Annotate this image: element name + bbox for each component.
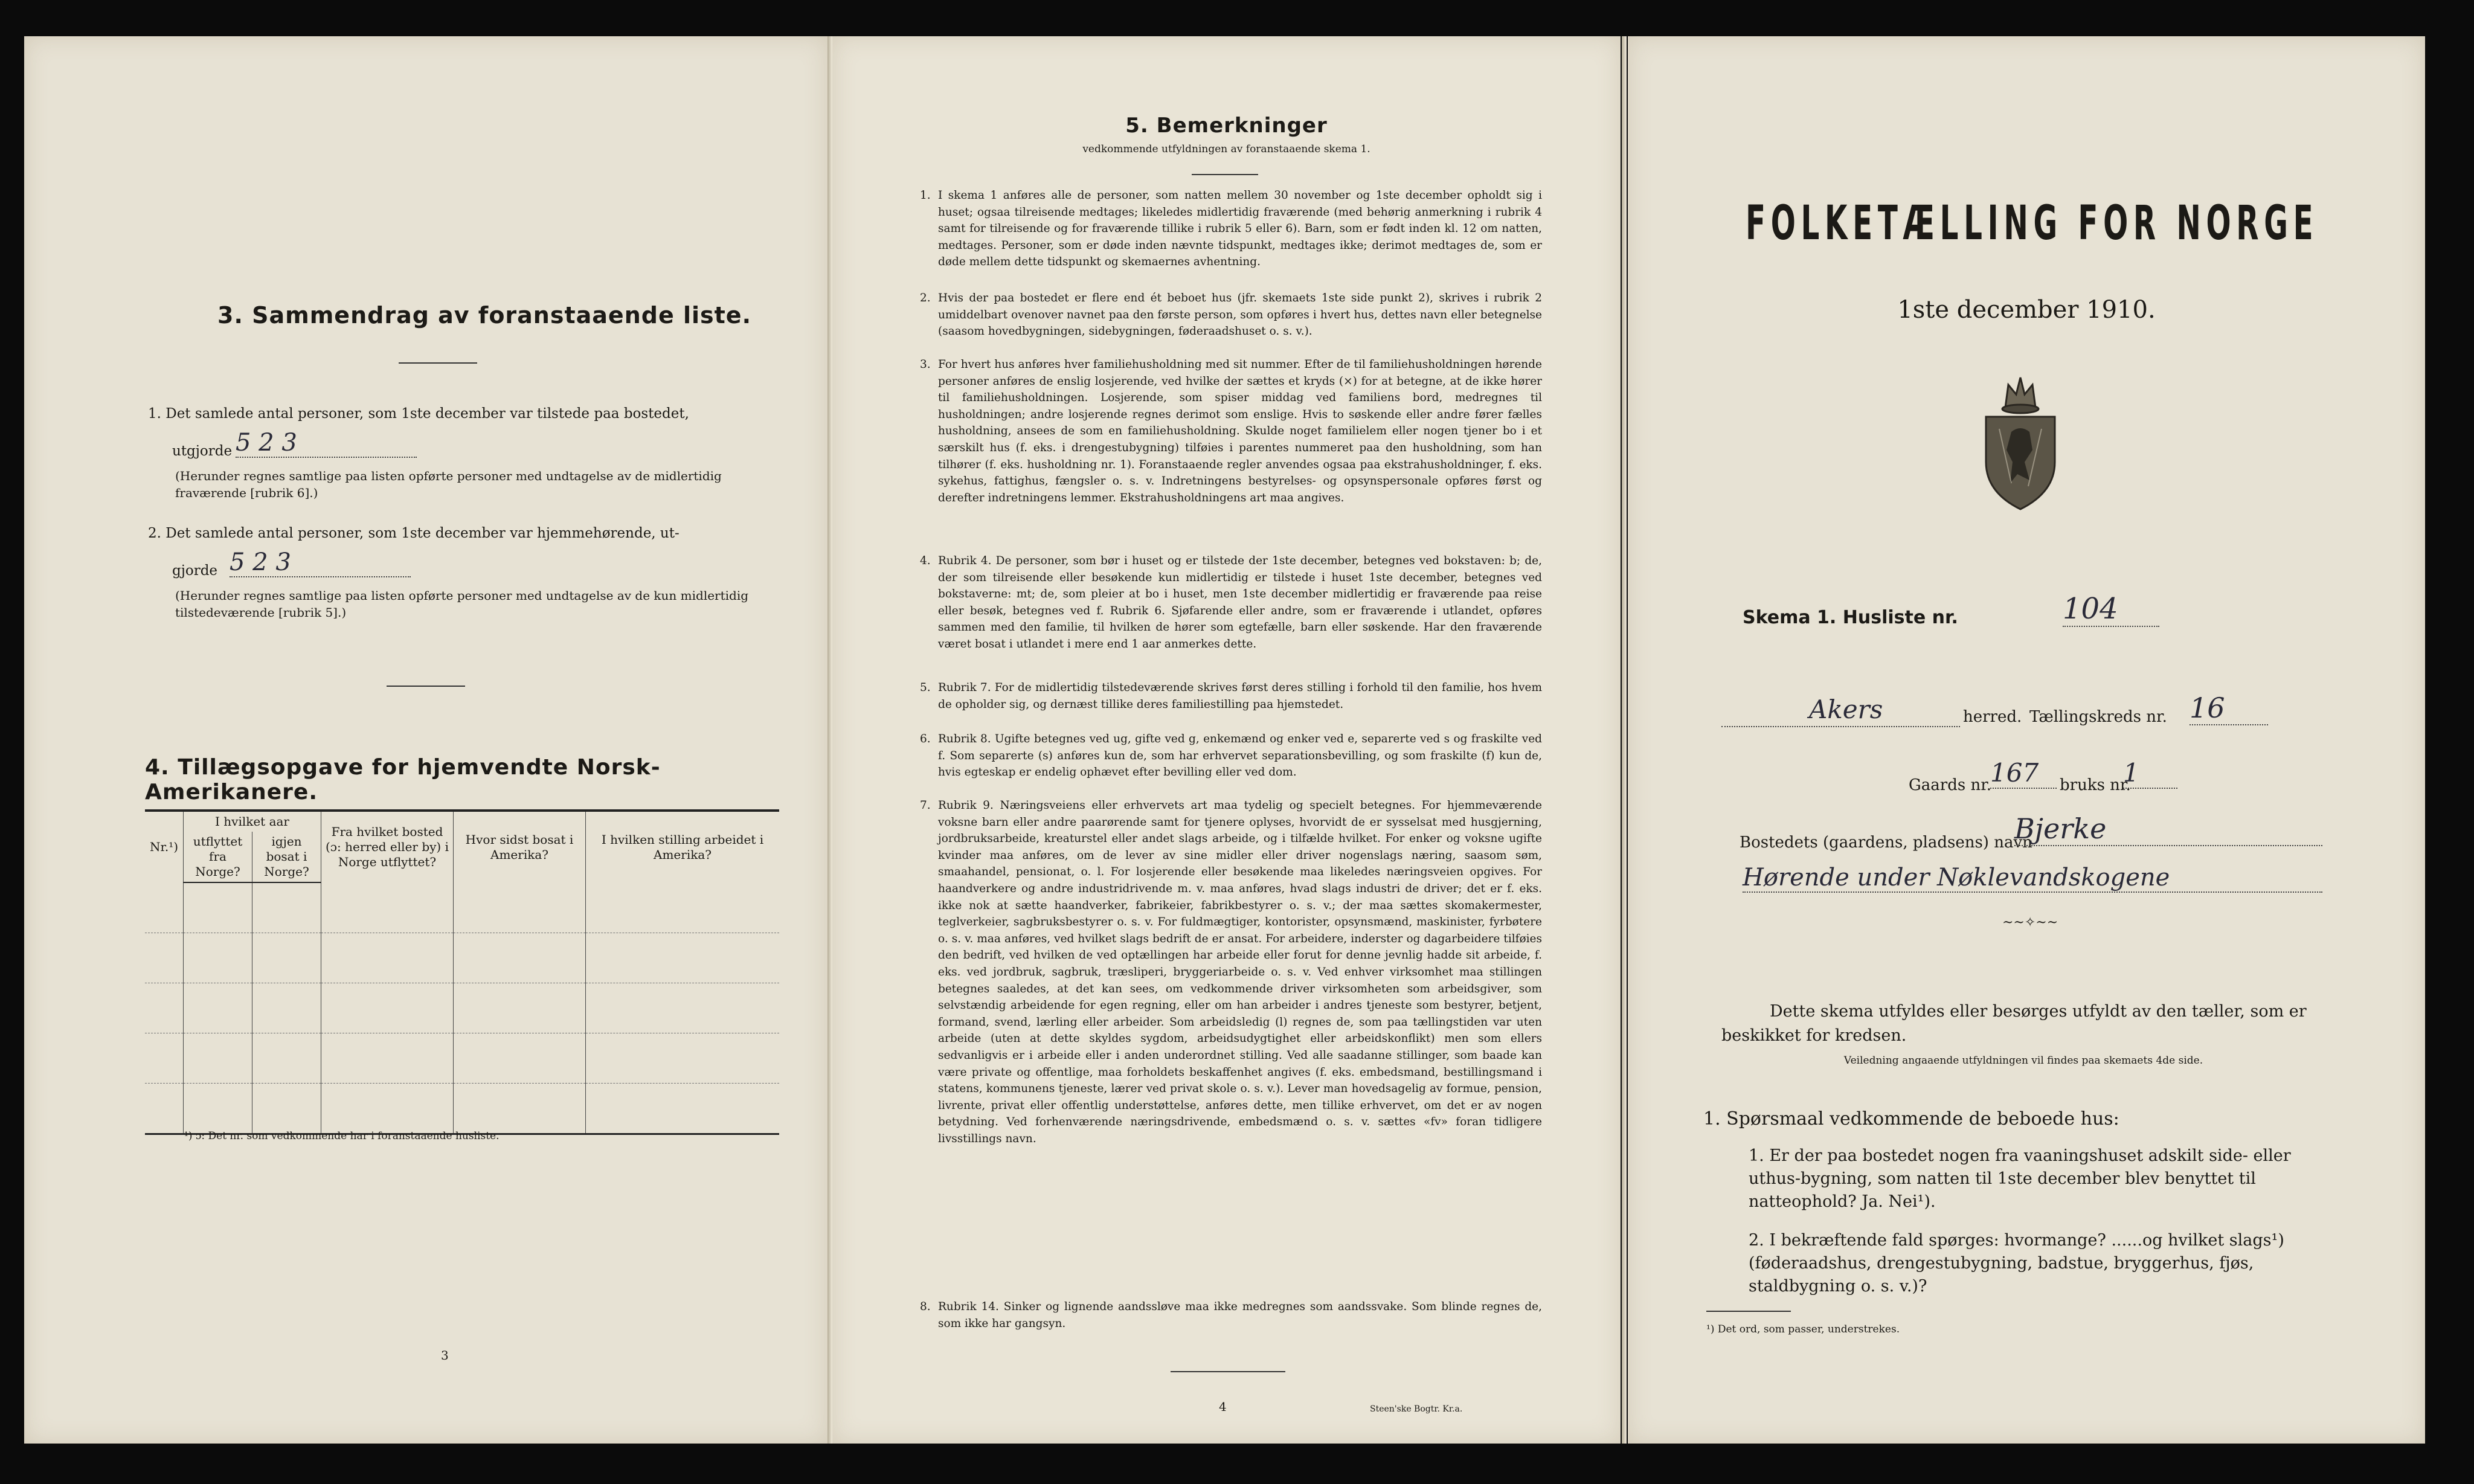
instruction-note: Veiledning angaaende utfyldningen vil findes paa skemaets 4de side. <box>1843 1055 2203 1067</box>
kreds-label: Tællingskreds nr. <box>2029 708 2167 726</box>
col-nr: Nr.¹) <box>145 811 184 882</box>
sec3-item2-note: (Herunder regnes samtlige paa listen opførte personer med undtagelse av de kun midlertidig tilstedeværende [rubrik 5].) <box>175 588 749 620</box>
instruction-text: Dette skema utfyldes eller besørges utfyldt av den tæller, som er beskikket for kredsen. <box>1721 1002 2307 1045</box>
section-4-title: 4. Tillægsopgave for hjemvendte Norsk-Amerikanere. <box>145 755 661 805</box>
remark-7: 7. Rubrik 9. Næringsveiens eller erhvervets art maa tydelig og specielt betegnes. For hjemmeværende voksne barn eller andre paarørende samt for tjenere oplyses, hvorvidt de er sysselsat med husgjerning, jordbruksarbeide, kreaturstel eller andet slags arbeide, og i tilfælde hvilket. For enker og voksne ugifte kvinder maa anføres, om de lever av sine midler eller driver nogenslags næring, saasom søm, smaahandel, pensionat, o. l. For losjerende eller besøkende maa likeledes næringsveien opgives. For haandverkere og andre industridrivende m. v. maa anføres, hvad slags industri de driver; det er f. eks. ikke nok at sætte haandverker, fabrikeier, fabrikbestyrer o. s. v.; der maa sættes skomakermester, teglverkeier, sagbruksbestyrer o. s. v. For fuldmægtiger, kontorister, opsynsmænd, maskinister, fyrbøtere o. s. v. maa anføres, ved hvilket slags bedrift de er ansat. For arbeidere, inderster og dagarbeidere tilføies den bedrift, ved hvilken de ved optællingen har arbeide eller forut for denne jevnlig hadde sit arbeide, f. eks. ved jordbruk, sagbruk, træsliperi, bryggeriarbeide o. s. v. Ved enhver virksomhet maa stillingen betegnes saaledes, at det kan sees, om vedkommende driver virksomheten som arbeidsgiver, som selvstændig arbeidende for egen regning, eller om han arbeider i andres tjeneste som bestyrer, betjent, formand, svend, lærling eller arbeider. Som arbeidsledig (l) regnes de, som paa tællingstiden var uten arbeide (uten at dette skyldes sygdom, arbeidsudygtighet eller arbeidskonflikt) men som ellers sedvanligvis er i arbeide eller i anden underordnet stilling. Ved alle saadanne stillinger, som baade kan være private og offentlige, maa forholdets beskaffenhet angives (f. eks. embedsmand, bestillingsmand i statens, kommunens tjeneste, lærer ved privat skole o. s. v.). Lever man hovedsagelig av formue, pension, livrente, privat eller offentlig understøttelse, anføres dette, men tillike erhvervet, om det er av nogen betydning. Ved forhenværende næringsdrivende, embedsmænd o. s. v. sættes «fv» foran tidligere livsstillings navn. <box>920 799 1542 1145</box>
section-3-title: 3. Sammendrag av foranstaaende liste. <box>217 302 752 329</box>
sec3-item1-note: (Herunder regnes samtlige paa listen opførte personer med undtagelse av de midlertidig fraværende [rubrik 6].) <box>175 469 722 500</box>
kreds-field[interactable]: 16 <box>2190 692 2268 725</box>
ornament-icon: ~~✧~~ <box>2002 915 2058 930</box>
bosted-line2-field[interactable]: Hørende under Nøklevandskogene <box>1743 864 2322 893</box>
skema-label: Skema 1. Husliste nr. <box>1743 607 1958 628</box>
col-hvor-bosat: Hvor sidst bosat i Amerika? <box>454 811 586 882</box>
question-2: 2. I bekræftende fald spørges: hvormange? ......og hvilket slags¹) (føderaadshus, drengestubygning, badstue, bryggerhus, fjøs, staldbygning o. s. v.)? <box>1749 1231 2284 1296</box>
divider <box>1171 1371 1285 1372</box>
col-igjen: igjen bosat i Norge? <box>252 832 321 882</box>
bosted-field[interactable]: Bjerke <box>2014 812 2322 846</box>
table-row <box>145 983 779 1033</box>
col-utflyttet: utflyttet fra Norge? <box>184 832 252 882</box>
census-date: 1ste december 1910. <box>1897 296 2156 324</box>
footnote: ¹) ɔ: Det nr. som vedkommende har i foranstaaende husliste. <box>184 1130 500 1142</box>
col-group-aar: I hvilket aar <box>184 811 321 832</box>
remark-1: 1. I skema 1 anføres alle de personer, som natten mellem 30 november og 1ste december opholdt sig i huset; ogsaa tilreisende medtages; likeledes midlertidig fraværende (med behørig anmerkning i rubrik 4 samt for tilreisende og for fraværende tillike i rubrik 5 eller 6). Barn, som er født inden kl. 12 om natten, medtages. Personer, som er døde inden nævnte tidspunkt, medtages ikke; derimot medtages de, som er døde mellem dette tidspunkt og skemaernes avhentning. <box>920 189 1542 269</box>
page-number: 3 <box>441 1348 449 1363</box>
col-fra-bosted: Fra hvilket bosted (ɔ: herred eller by) i Norge utflyttet? <box>321 811 454 882</box>
page-4-middle <box>832 36 1621 1444</box>
bosted-label: Bostedets (gaardens, pladsens) navn <box>1740 834 2032 852</box>
table-row <box>145 882 779 933</box>
table-row <box>145 933 779 983</box>
page-fold <box>1622 36 1627 1444</box>
page-fold <box>827 36 832 1444</box>
sec3-item2-label: gjorde <box>172 563 218 579</box>
questions-heading: 1. Spørsmaal vedkommende de beboede hus: <box>1703 1108 2119 1129</box>
bruks-label: bruks nr. <box>2060 776 2131 794</box>
sec3-item2-text: 2. Det samlede antal personer, som 1ste december var hjemmehørende, ut- <box>148 525 680 541</box>
coat-of-arms-icon <box>1975 371 2066 513</box>
bemerkninger-subtitle: vedkommende utfyldningen av foranstaaende skema 1. <box>1082 143 1370 155</box>
husliste-nr-field[interactable]: 104 <box>2063 592 2159 627</box>
page-1-cover <box>1628 36 2425 1444</box>
table-row <box>145 1033 779 1084</box>
question-1: 1. Er der paa bostedet nogen fra vaaningshuset adskilt side- eller uthus-bygning, som natten til 1ste december blev benyttet til natteophold? Ja. Nei¹). <box>1749 1146 2291 1211</box>
remark-6: 6. Rubrik 8. Ugifte betegnes ved ug, gifte ved g, enkemænd og enker ved e, separerte ved s og fraskilte ved f. Som separerte (s) anføres kun de, som har erhvervet separationsbevilling, og som fraskilte (f) kun de, hvis egteskap er endelig ophævet efter bevilling eller ved dom. <box>920 733 1542 779</box>
sec3-item2-value[interactable]: 5 2 3 <box>230 548 411 577</box>
remark-4: 4. Rubrik 4. De personer, som bør i huset og er tilstede der 1ste december, betegnes ved bokstaven: b; de, der som tilreisende eller besøkende kun midlertidig er tilstede i huset 1ste december, betegnes ved bokstaverne: mt; de, som pleier at bo i huset, men 1ste december midlertidig er fraværende paa reise eller besøk, betegnes ved f. Rubrik 6. Sjøfarende eller andre, som er fraværende i utlandet, opføres sammen med den familie, til hvilken de hører som egtefælle, barn eller søskende. Har den fraværende været bosat i utlandet i mere end 1 aar anmerkes dette. <box>920 554 1542 650</box>
divider <box>387 686 465 687</box>
sec3-item1-value[interactable]: 5 2 3 <box>236 429 417 458</box>
herred-line <box>1721 725 1960 727</box>
divider <box>399 362 477 364</box>
printer-mark: Steen'ske Bogtr. Kr.a. <box>1370 1404 1463 1414</box>
gaards-label: Gaards nr. <box>1909 776 1992 794</box>
gaards-field[interactable]: 167 <box>1990 758 2057 789</box>
table-row <box>145 1084 779 1134</box>
divider <box>1192 174 1258 175</box>
page-number: 4 <box>1219 1399 1227 1414</box>
remark-3: 3. For hvert hus anføres hver familiehusholdning med sit nummer. Efter de til familiehusholdningen hørende personer anføres de enslig losjerende, ved hvilke der sættes et kryds (×) for at betegne, at de ikke hører til familiehusholdningen. Losjerende, som spiser middag ved familiens bord, medregnes til husholdningen; andre losjerende regnes derimot som enslige. Hvis to søskende eller andre fører fælles husholdning, ansees de som en familiehusholdning. Skulde noget familielem eller nogen tjener bo i et særskilt hus (f. eks. i drengestubygning) tilføies i parentes nummeret paa den husholdning, som han tilhører (f. eks. husholdning nr. 1). Foranstaaende regler anvendes ogsaa paa ekstrahusholdninger, f. eks. sykehus, fattighus, fængsler o. s. v. Indretningens bestyrelses- og opsynspersonale opføres først og derefter indretningens lemmer. Ekstrahusholdningens art maa angives. <box>920 358 1542 504</box>
remark-8: 8. Rubrik 14. Sinker og lignende aandssløve maa ikke medregnes som aandssvake. Som blinde regnes de, som ikke har gangsyn. <box>920 1300 1542 1330</box>
col-stilling: I hvilken stilling arbeidet i Amerika? <box>586 811 780 882</box>
main-title: FOLKETÆLLING FOR NORGE <box>1746 196 2319 251</box>
herred-label: herred. <box>1963 708 2022 726</box>
cover-footnote: ¹) Det ord, som passer, understrekes. <box>1706 1323 1900 1335</box>
sec3-item1-text: 1. Det samlede antal personer, som 1ste december var tilstede paa bostedet, <box>148 406 689 422</box>
page-3-left <box>24 36 827 1444</box>
norsk-amerikanere-table <box>145 809 779 1135</box>
remark-5: 5. Rubrik 7. For de midlertidig tilstedeværende skrives først deres stilling i forhold til den familie, hos hvem de opholder sig, og dernæst tillike deres familiestilling paa hjemstedet. <box>920 681 1542 711</box>
sec3-item1-label: utgjorde <box>172 443 233 459</box>
remark-2: 2. Hvis der paa bostedet er flere end ét beboet hus (jfr. skemaets 1ste side punkt 2), skrives i rubrik 2 umiddelbart ovenover navnet paa den første person, som opføres i hvert hus, dettes navn eller betegnelse (saasom hovedbygningen, sidebygningen, føderaadshuset o. s. v.). <box>920 292 1542 338</box>
divider <box>1706 1311 1791 1312</box>
bruks-field[interactable]: 1 <box>2123 758 2177 789</box>
bemerkninger-title: 5. Bemerkninger <box>1125 114 1328 138</box>
herred-field[interactable]: Akers <box>1809 695 1883 724</box>
